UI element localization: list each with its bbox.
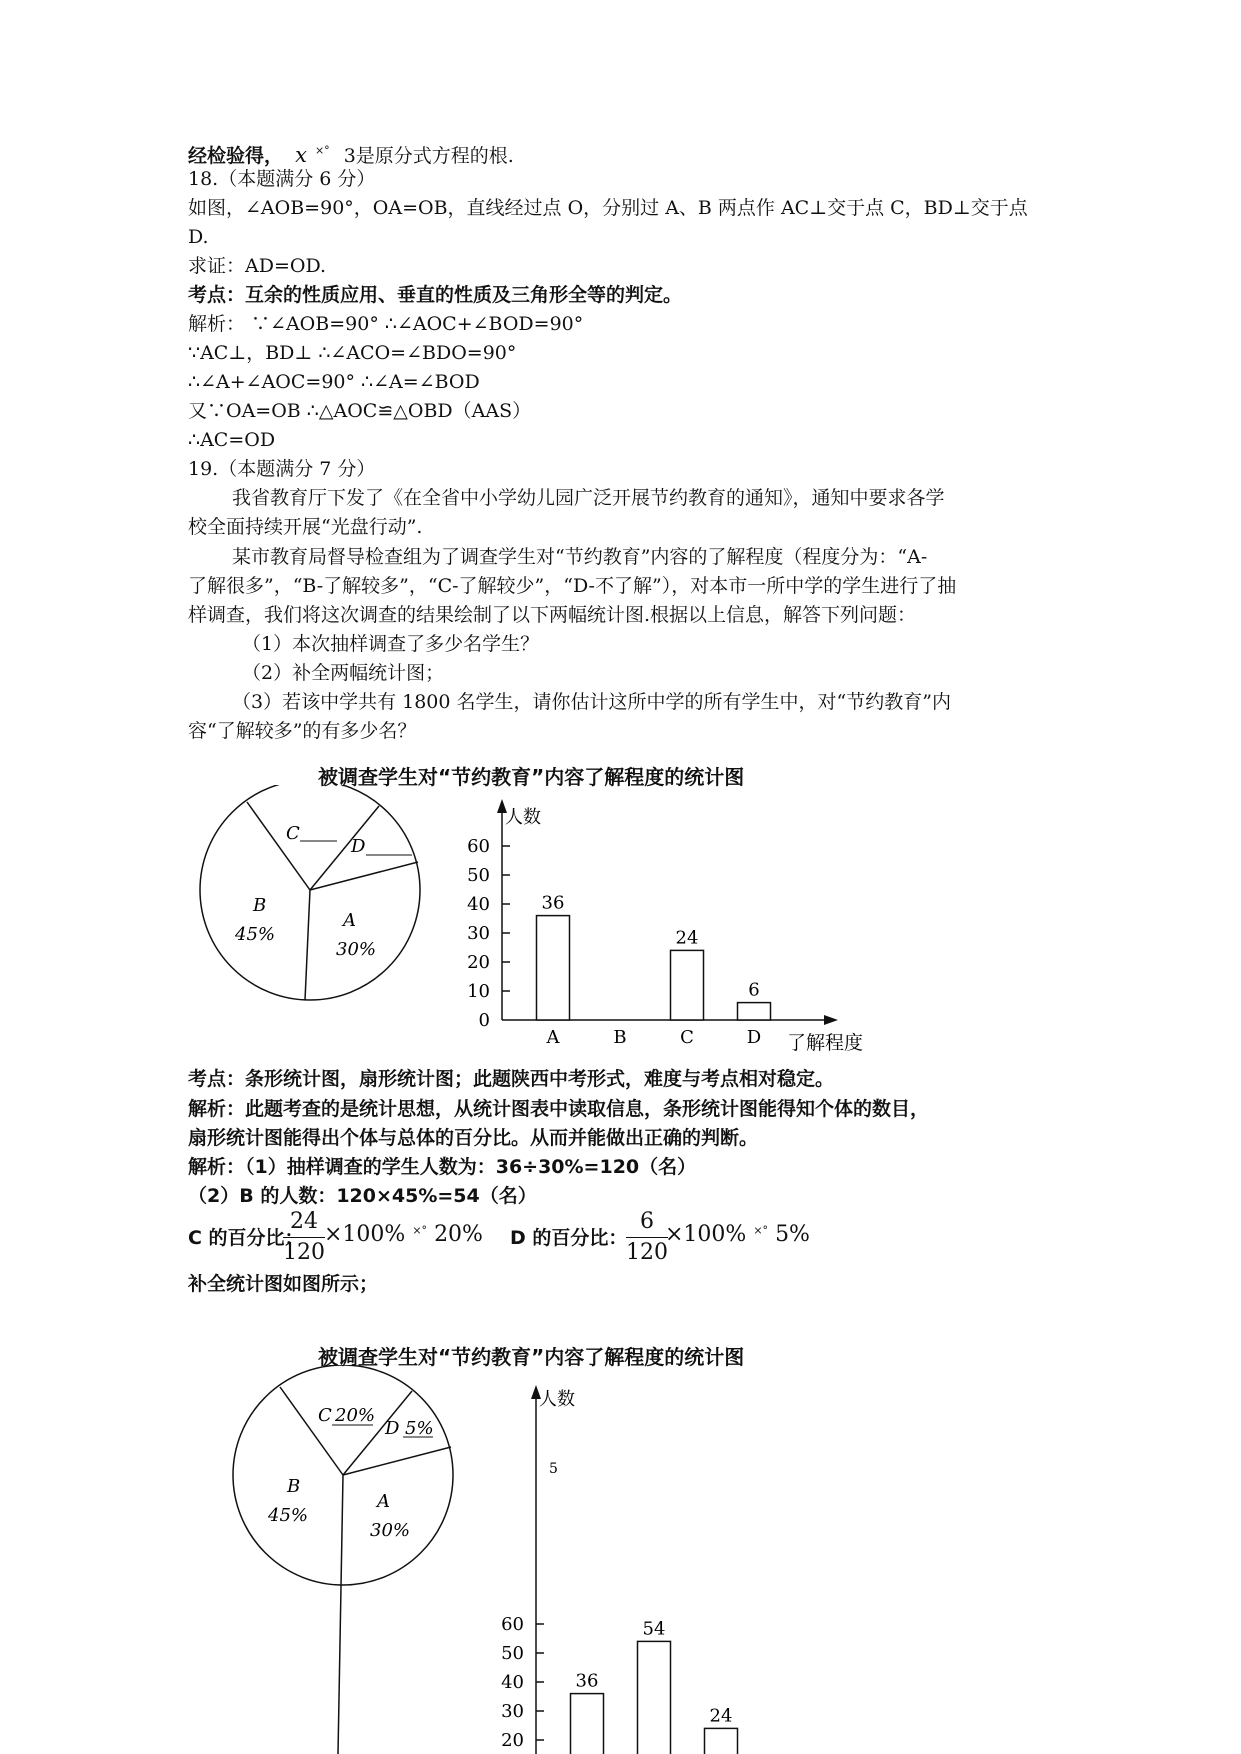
pie2-pct-b: 45% (268, 1505, 309, 1526)
bar1-value-label: 36 (541, 892, 565, 914)
j19-a: 解析：此题考查的是统计思想，从统计图表中读取信息，条形统计图能得知个体的数目， (188, 1098, 930, 1120)
bar2-bar-C (705, 1728, 738, 1754)
verify-line (188, 139, 514, 168)
pie1-label-d: D (351, 836, 366, 857)
c-numerator: 24 (283, 1207, 325, 1238)
q18-analysis-5: ∴AC=OD (188, 429, 276, 451)
bar1-ytick-label: 10 (467, 981, 490, 1002)
bar1-bar-C (671, 950, 704, 1020)
q19-sub2: （2）补全两幅统计图； (242, 662, 445, 684)
pie2-radius-ab (338, 1475, 343, 1754)
j19-d: （2）B 的人数：120×45%=54（名） (188, 1185, 537, 1207)
d-percent-label: D 的百分比： (510, 1227, 628, 1249)
pie1-pct-a: 30% (336, 939, 377, 960)
q18-prove: 求证：AD=OD. (188, 255, 327, 277)
d-result: 5% (775, 1222, 810, 1247)
q19-head: 19.（本题满分 7 分） (188, 458, 376, 480)
pie2-radius-da (343, 1447, 451, 1475)
q19-para2-c: 样调查，我们将这次调查的结果绘制了以下两幅统计图.根据以上信息，解答下列问题： (188, 604, 917, 626)
bar1-x-arrow (824, 1015, 838, 1025)
c-denominator: 120 (283, 1240, 325, 1265)
q19-sub3-a: （3）若该中学共有 1800 名学生，请你估计这所中学的所有学生中，对“节约教育”内 (232, 691, 951, 713)
d-approx: ×° (753, 1224, 769, 1237)
bar1-bar-D (738, 1003, 771, 1020)
bar2-bar-A (571, 1694, 604, 1754)
q18-text-2: D. (188, 226, 209, 248)
q19-para1-b: 校全面持续开展“光盘行动”. (188, 516, 423, 538)
pie-chart-1 (200, 785, 420, 1000)
figure-2 (225, 1365, 925, 1754)
bar1-ytick-label: 30 (467, 923, 490, 944)
chart1-title: 被调查学生对“节约教育”内容了解程度的统计图 (318, 765, 745, 789)
pie2-radius-cd (343, 1391, 412, 1475)
bar1-bar-A (537, 916, 570, 1020)
bar1-ytick-label: 20 (467, 952, 490, 973)
bar2-bar-B (638, 1641, 671, 1754)
bar2-ytick-label: 50 (501, 1643, 524, 1664)
bar1-value-label: 6 (748, 979, 760, 1001)
q18-analysis-1: 解析： ∵∠AOB=90° ∴∠AOC+∠BOD=90° (188, 313, 584, 335)
pie1-label-b: B (253, 895, 267, 916)
d-denominator: 120 (626, 1240, 668, 1265)
pie2-pct-c: 20% (335, 1405, 376, 1426)
bar2-ytick-label: 60 (501, 1614, 524, 1635)
bar1-category-label: C (680, 1027, 694, 1048)
pie1-pct-b: 45% (235, 924, 276, 945)
figure-1 (190, 785, 970, 1065)
q18-analysis-3: ∴∠A+∠AOC=90° ∴∠A=∠BOD (188, 371, 480, 393)
bar2-value-label: 36 (575, 1670, 599, 1692)
j19-c: 解析：（1）抽样调查的学生人数为：36÷30%=120（名） (188, 1156, 697, 1178)
bar1-ytick-label: 0 (478, 1010, 490, 1031)
pie2-label-c: C (318, 1405, 332, 1426)
k19: 考点：条形统计图，扇形统计图；此题陕西中考形式，难度与考点相对稳定。 (188, 1068, 835, 1090)
c-times-100: ×100% (324, 1222, 406, 1247)
c-fraction (283, 1207, 325, 1268)
chart2-title: 被调查学生对“节约教育”内容了解程度的统计图 (318, 1345, 745, 1369)
bar-chart-1 (467, 799, 863, 1054)
pie2-label-b: B (287, 1476, 301, 1497)
q18-analysis-4: 又∵OA=OB ∴△AOC≌△OBD（AAS） (188, 400, 532, 422)
approx-symbol: ×° (314, 144, 330, 157)
q18-kaodian: 考点：互余的性质应用、垂直的性质及三角形全等的判定。 (188, 284, 683, 306)
pie1-label-a: A (343, 910, 356, 931)
c-result: 20% (434, 1222, 483, 1247)
pie2-label-d: D (385, 1418, 400, 1439)
bar1-ytick-label: 60 (467, 836, 490, 857)
q19-para2-b: 了解很多”，“B-了解较多”，“C-了解较少”，“D-不了解”），对本市一所中学的学生进行了抽 (188, 575, 957, 597)
bar1-category-label: D (746, 1027, 762, 1048)
verify-prefix: 经检验得， (188, 145, 284, 167)
bar2-value-label: 54 (642, 1618, 666, 1640)
pie2-radius-bc (280, 1387, 343, 1475)
pie1-radius-bc (247, 802, 310, 890)
d-numerator: 6 (626, 1207, 668, 1238)
bar2-side-note: 5 (549, 1461, 558, 1477)
d-times-100: ×100% (665, 1222, 747, 1247)
bar1-category-label: B (613, 1027, 627, 1048)
bar2-value-label: 24 (709, 1705, 733, 1727)
bar2-ytick-label: 20 (501, 1730, 524, 1751)
bar2-ylabel: 人数 (539, 1389, 575, 1410)
q19-para2-a: 某市教育局督导检查组为了调查学生对“节约教育”内容的了解程度（程度分为：“A- (232, 546, 928, 568)
var-x: x (295, 143, 307, 167)
bar2-ytick-label: 40 (501, 1672, 524, 1693)
d-fraction (626, 1207, 668, 1268)
bar1-ytick-label: 50 (467, 865, 490, 886)
pie2-pct-a: 30% (370, 1520, 411, 1541)
q18-analysis-2: ∵AC⊥，BD⊥ ∴∠ACO=∠BDO=90° (188, 342, 517, 364)
pie2-label-a: A (377, 1491, 390, 1512)
pie1-radius-cd (310, 806, 379, 890)
pie1-radius-ab (305, 890, 310, 1000)
pie-chart-2 (233, 1365, 453, 1754)
q18-head: 18.（本题满分 6 分） (188, 168, 376, 190)
pie2-pct-d: 5% (405, 1418, 434, 1439)
q18-text-1: 如图，∠AOB=90°，OA=OB，直线经过点 O，分别过 A、B 两点作 AC⊥交于点 C，BD⊥交于点 (188, 197, 1028, 219)
bar-chart-2 (501, 1385, 804, 1754)
q19-sub3-b: 容“了解较多”的有多少名？ (188, 720, 417, 742)
d-expression (665, 1222, 810, 1247)
pie1-label-c: C (286, 823, 300, 844)
bar1-value-label: 24 (675, 927, 699, 949)
q19-sub1: （1）本次抽样调查了多少名学生？ (242, 633, 540, 655)
j19-b: 扇形统计图能得出个体与总体的百分比。从而并能做出正确的判断。 (188, 1127, 759, 1149)
verify-text: 3是原分式方程的根. (343, 145, 514, 167)
bar2-ytick-label: 30 (501, 1701, 524, 1722)
bar1-ytick-label: 40 (467, 894, 490, 915)
c-approx: ×° (412, 1224, 428, 1237)
c-percent-label: C 的百分比： (188, 1227, 304, 1249)
q19-para1-a: 我省教育厅下发了《在全省中小学幼儿园广泛开展节约教育的通知》，通知中要求各学 (232, 487, 945, 509)
bar1-category-label: A (546, 1027, 560, 1048)
pie1-radius-da (310, 862, 418, 890)
completion-note: 补全统计图如图所示； (188, 1273, 379, 1295)
bar1-ylabel: 人数 (505, 807, 541, 828)
c-expression (324, 1222, 483, 1247)
bar1-xlabel: 了解程度 (787, 1032, 864, 1054)
